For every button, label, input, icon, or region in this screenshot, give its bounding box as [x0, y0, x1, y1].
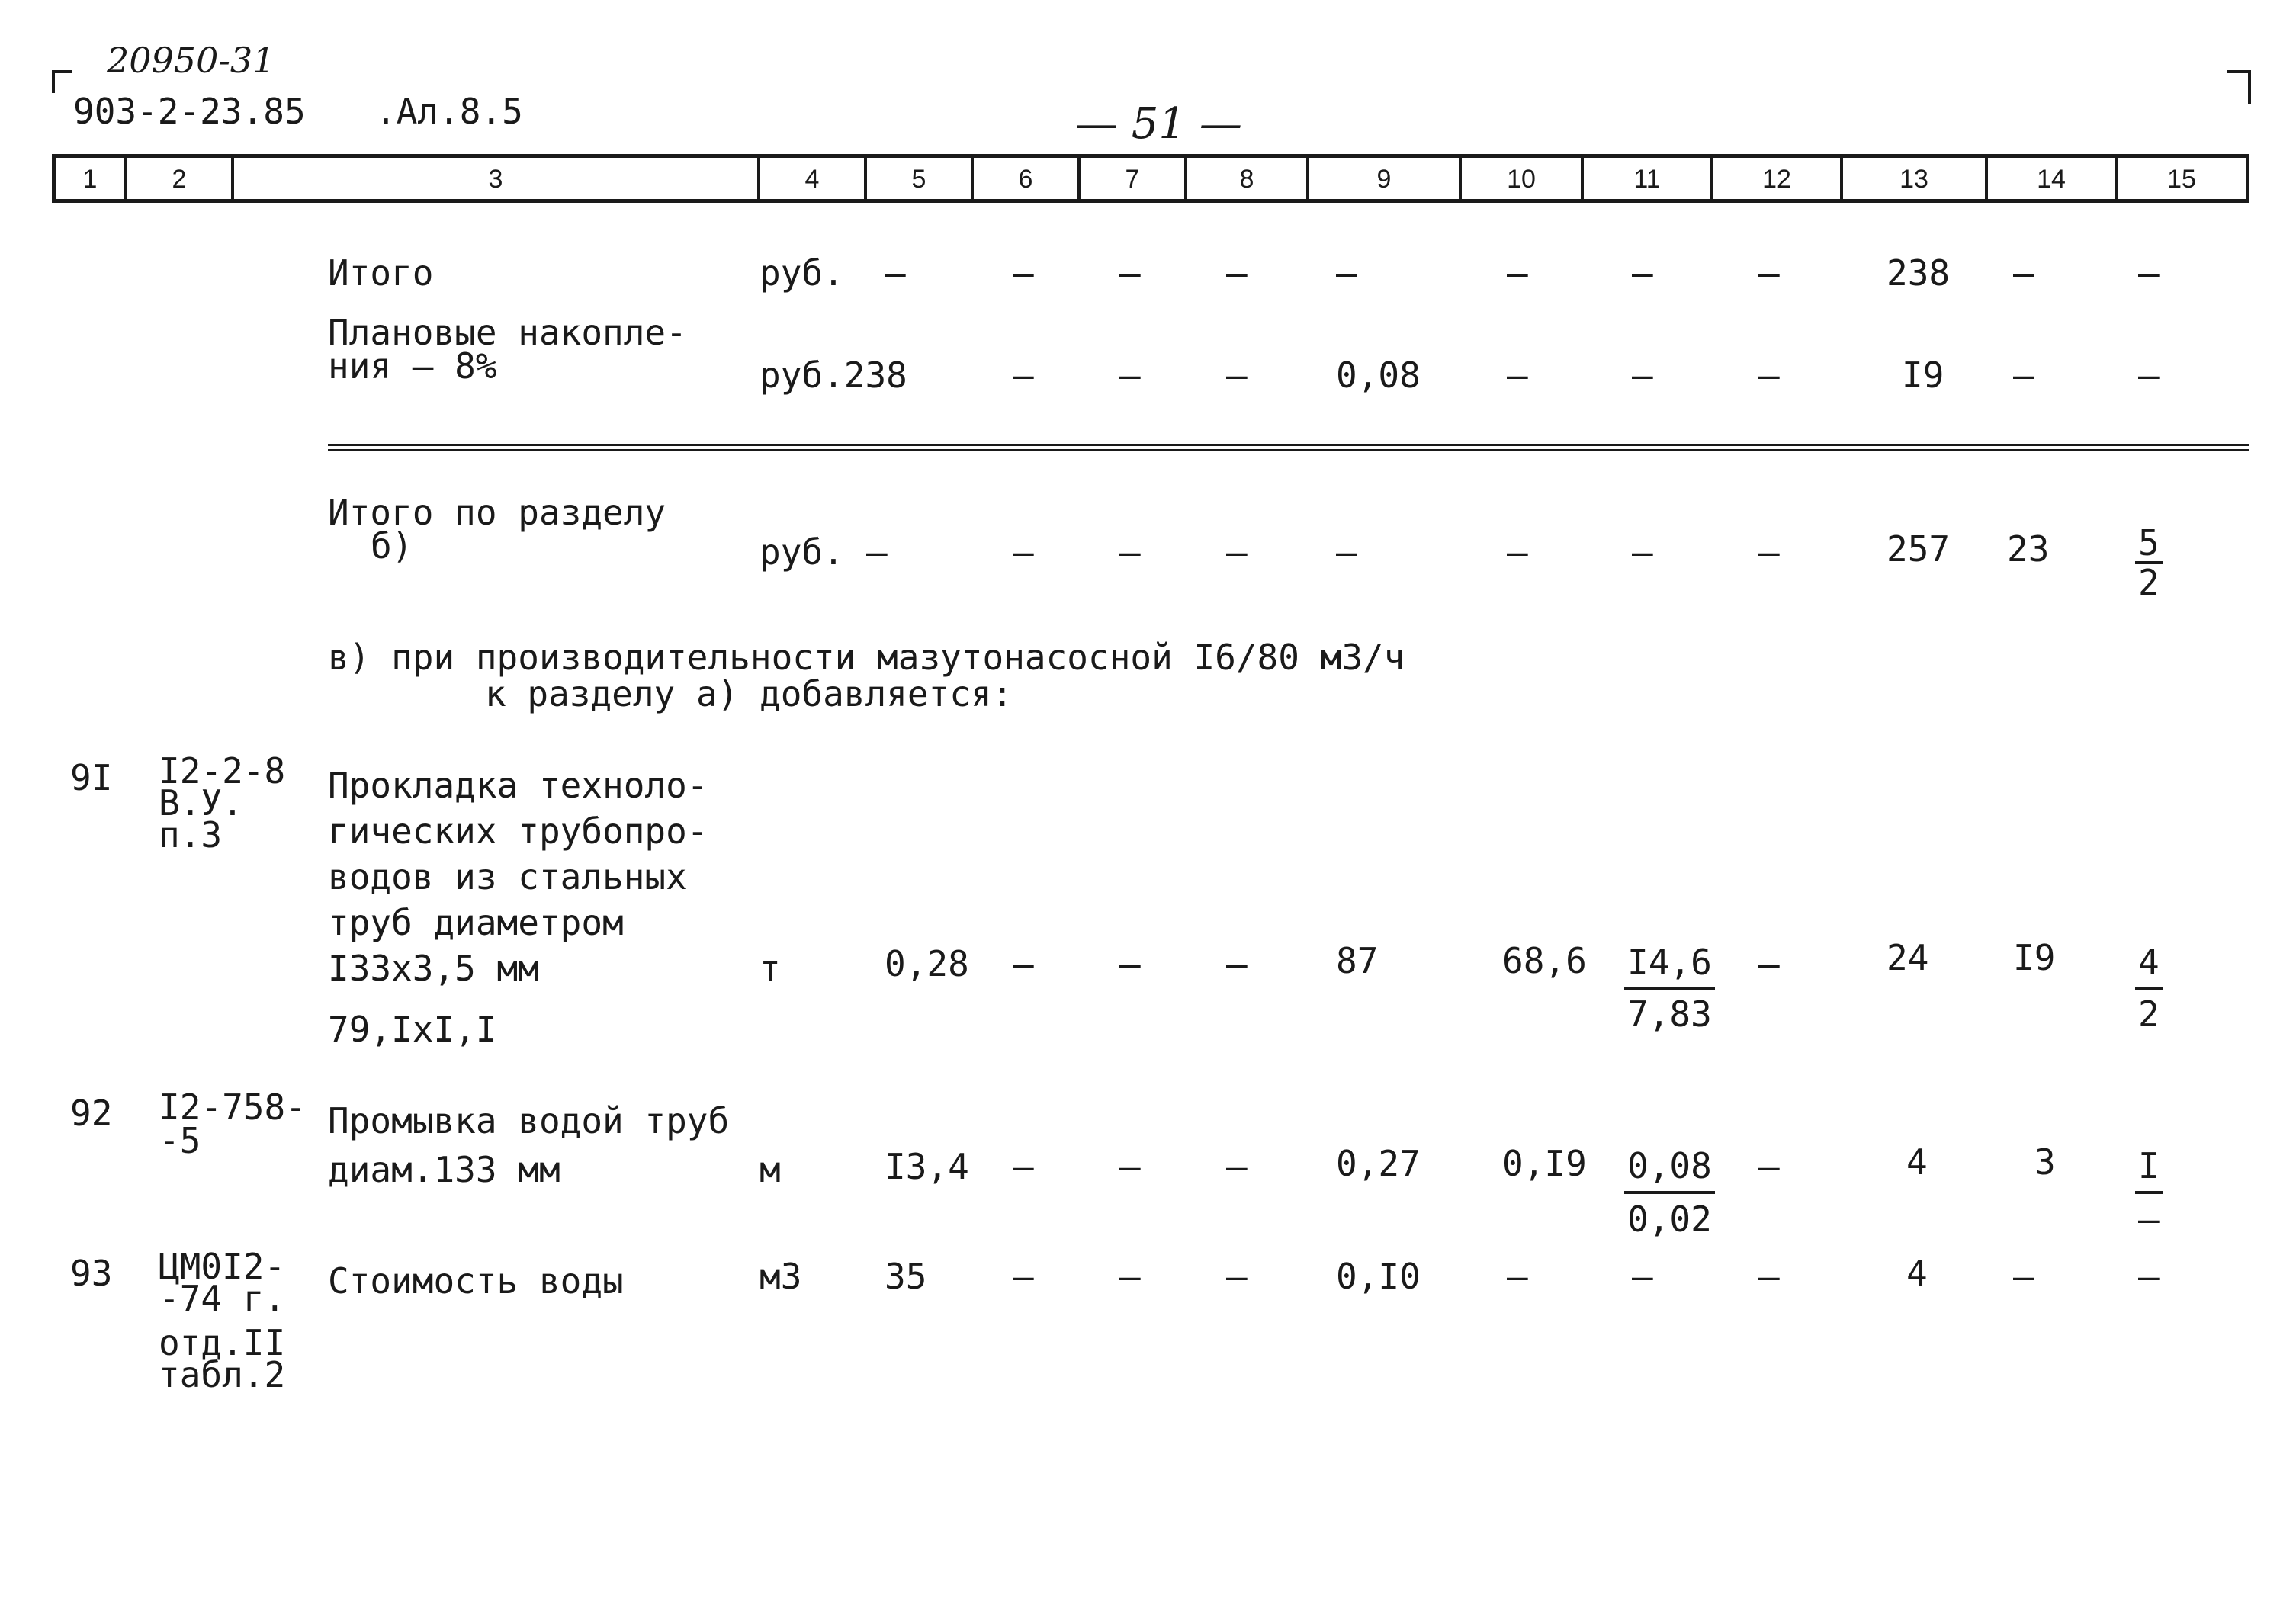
dash: – — [1758, 943, 1780, 984]
col-13: 13 — [1840, 158, 1985, 199]
fraction-numerator: I4,6 — [1624, 938, 1715, 990]
separator-line — [328, 444, 2249, 446]
fraction-numerator: 0,08 — [1624, 1141, 1715, 1194]
dash: – — [2013, 355, 2034, 396]
fraction-numerator: I — [2135, 1141, 2163, 1194]
corner-mark-right — [2227, 70, 2251, 104]
plan-col9: 0,08 — [1336, 355, 1421, 396]
row91-col14: I9 — [2013, 937, 2056, 978]
col-5: 5 — [864, 158, 971, 199]
col-8: 8 — [1184, 158, 1306, 199]
row93-col13: 4 — [1906, 1253, 1928, 1294]
row92-desc-line1: Промывка водой труб — [328, 1100, 730, 1141]
fraction-denominator: 7,83 — [1627, 993, 1712, 1035]
itogo-razdel-col13: 257 — [1887, 528, 1951, 570]
dash: – — [1507, 355, 1528, 396]
row91-col13: 24 — [1887, 937, 1929, 978]
dash: – — [1507, 531, 1528, 573]
section-v-subheading: к разделу а) добавляется: — [485, 673, 1013, 714]
corner-mark-left — [52, 70, 72, 93]
row92-desc-line2: диам.133 мм — [328, 1149, 560, 1190]
dash: – — [1013, 355, 1034, 396]
separator-line — [328, 449, 2249, 451]
doc-code: 903-2-23.85 — [73, 91, 306, 132]
row92-col11 — [1624, 1141, 1715, 1244]
fraction-denominator: 0,02 — [1627, 1199, 1712, 1240]
dash: – — [1226, 355, 1248, 396]
col-7: 7 — [1077, 158, 1184, 199]
row93-col5: 35 — [885, 1256, 927, 1297]
row92-col9: 0,27 — [1336, 1143, 1421, 1184]
row92-col14: 3 — [2034, 1141, 2056, 1183]
dash: – — [1336, 252, 1357, 294]
dash: – — [1119, 252, 1141, 294]
itogo-razdel-unit: руб. — [759, 531, 844, 573]
dash: – — [2138, 252, 2160, 294]
dash: – — [1632, 531, 1653, 573]
col-4: 4 — [757, 158, 864, 199]
col-10: 10 — [1459, 158, 1581, 199]
col-11: 11 — [1581, 158, 1710, 199]
row91-desc-line6: 79,IxI,I — [328, 1009, 497, 1050]
dash: – — [1013, 943, 1034, 984]
itogo-razdel-col15 — [2135, 522, 2163, 603]
dash: – — [1632, 1256, 1653, 1297]
column-header-row — [52, 154, 2249, 203]
row91-desc-line5: I33x3,5 мм — [328, 948, 539, 989]
dash: – — [1336, 531, 1357, 573]
row91-col10: 68,6 — [1502, 940, 1587, 981]
row92-col15 — [2135, 1141, 2163, 1244]
sheet-ref: .Ал.8.5 — [375, 91, 523, 132]
plan-col13: I9 — [1902, 355, 1944, 396]
itogo-razdel-line1: Итого по разделу — [328, 492, 666, 533]
dash: – — [1632, 355, 1653, 396]
page-number: — 51 — — [1075, 99, 1242, 149]
row92-col5: I3,4 — [885, 1146, 969, 1187]
dash: – — [1226, 1146, 1248, 1187]
section-v-heading: в) при производительности мазутонасосной I6/80 м3/ч — [328, 637, 1405, 678]
col-15: 15 — [2115, 158, 2246, 199]
dash: – — [1632, 252, 1653, 294]
itogo-col13: 238 — [1887, 252, 1951, 294]
row91-desc-line4: труб диаметром — [328, 902, 624, 943]
dash: – — [1226, 943, 1248, 984]
dash: – — [1119, 943, 1141, 984]
row93-code-line1: ЦМ0I2- — [159, 1246, 286, 1287]
row93-code-line2: -74 г. — [159, 1278, 286, 1319]
dash: – — [1119, 1256, 1141, 1297]
dash: – — [2013, 252, 2034, 294]
dash: – — [2138, 1256, 2160, 1297]
dash: – — [885, 252, 906, 294]
dash: – — [866, 531, 888, 573]
col-12: 12 — [1710, 158, 1840, 199]
dash: – — [1119, 355, 1141, 396]
dash: – — [1758, 355, 1780, 396]
row91-col9: 87 — [1336, 940, 1379, 981]
row91-unit: т — [759, 948, 781, 989]
row91-code-line2: В.У. — [159, 782, 243, 823]
dash: – — [1013, 252, 1034, 294]
fraction-numerator: 5 — [2135, 525, 2163, 564]
dash: – — [1226, 531, 1248, 573]
row92-col10: 0,I9 — [1502, 1143, 1587, 1184]
dash: – — [1758, 1256, 1780, 1297]
row91-col11 — [1624, 938, 1715, 1038]
dash: – — [1013, 1256, 1034, 1297]
fraction-denominator: – — [2138, 1199, 2160, 1240]
row92-unit: м — [759, 1149, 781, 1190]
handwritten-number: 20950-31 — [107, 40, 275, 81]
plan-unit: руб.238 — [759, 355, 907, 396]
dash: – — [1507, 252, 1528, 294]
row91-number: 9I — [70, 757, 113, 798]
row93-col9: 0,I0 — [1336, 1256, 1421, 1297]
dash: – — [1758, 252, 1780, 294]
dash: – — [1013, 1146, 1034, 1187]
row92-code-line1: I2-758- — [159, 1087, 307, 1128]
dash: – — [1226, 252, 1248, 294]
row91-desc-line3: водов из стальных — [328, 856, 687, 897]
itogo-unit: руб. — [759, 252, 844, 294]
fraction-numerator: 4 — [2135, 938, 2163, 990]
dash: – — [1119, 1146, 1141, 1187]
dash: – — [1758, 1146, 1780, 1187]
col-2: 2 — [124, 158, 231, 199]
itogo-razdel-col14: 23 — [2007, 528, 2050, 570]
row91-code-line3: п.3 — [159, 814, 223, 855]
row93-number: 93 — [70, 1253, 113, 1294]
row91-code-line1: I2-2-8 — [159, 750, 286, 791]
row92-code-line2: -5 — [159, 1120, 201, 1161]
col-6: 6 — [971, 158, 1077, 199]
fraction-denominator: 2 — [2138, 993, 2160, 1035]
row91-desc-line2: гических трубопро- — [328, 810, 708, 852]
row93-code-line4: табл.2 — [159, 1354, 286, 1395]
row92-number: 92 — [70, 1093, 113, 1134]
row93-unit: м3 — [759, 1256, 802, 1297]
col-1: 1 — [82, 165, 98, 194]
dash: – — [1013, 531, 1034, 573]
dash: – — [1507, 1256, 1528, 1297]
itogo-label: Итого — [328, 252, 434, 294]
fraction-denominator: 2 — [2138, 562, 2160, 603]
row92-col13: 4 — [1906, 1141, 1928, 1183]
plan-label-line2: ния – 8% — [328, 345, 497, 387]
row91-desc-line1: Прокладка техноло- — [328, 765, 708, 806]
itogo-razdel-line2: б) — [371, 525, 413, 567]
row91-col15 — [2135, 938, 2163, 1038]
dash: – — [2013, 1256, 2034, 1297]
col-9: 9 — [1306, 158, 1459, 199]
col-14: 14 — [1985, 158, 2115, 199]
dash: – — [1758, 531, 1780, 573]
col-3: 3 — [231, 158, 757, 199]
plan-label-line1: Плановые накопле- — [328, 312, 687, 353]
dash: – — [2138, 355, 2160, 396]
row93-desc: Стоимость воды — [328, 1260, 624, 1302]
dash: – — [1119, 531, 1141, 573]
dash: – — [1226, 1256, 1248, 1297]
row93-code-line3: отд.II — [159, 1322, 286, 1363]
row91-col5: 0,28 — [885, 943, 969, 984]
